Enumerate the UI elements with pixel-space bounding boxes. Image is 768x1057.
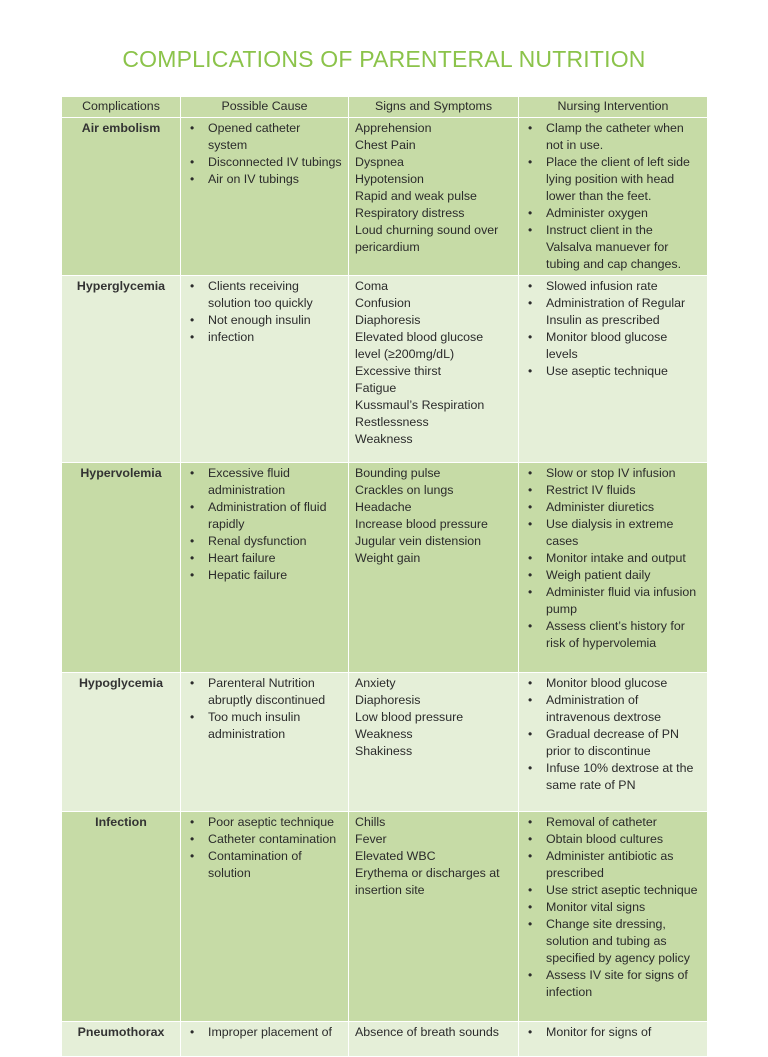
list-item: • Restrict IV fluids (546, 482, 701, 499)
list-item: • infection (208, 329, 342, 346)
signs-cell (349, 673, 519, 812)
cause-cell (181, 673, 349, 812)
list-item: Respiratory distress (355, 206, 465, 220)
intervention-cell (519, 673, 708, 812)
list-item: • Infuse 10% dextrose at the same rate of PN (546, 760, 701, 794)
list-item: Diaphoresis (355, 313, 421, 327)
list-item: • Administer diuretics (546, 499, 701, 516)
list-item: • Monitor vital signs (546, 899, 701, 916)
list-item: • Place the client of left side lying position with head lower than the feet. (546, 154, 701, 205)
list-item: Dyspnea (355, 155, 404, 169)
list-item: • Disconnected IV tubings (208, 154, 342, 171)
table-row (62, 812, 708, 1022)
list-item: • Use strict aseptic technique (546, 882, 701, 899)
list-item: Crackles on lungs (355, 483, 454, 497)
list-item: • Clients receiving solution too quickly (208, 278, 342, 312)
bullet-list (187, 814, 342, 882)
list-item: • Improper placement of (208, 1024, 342, 1041)
intervention-cell (519, 118, 708, 276)
list-item: Elevated blood glucose level (≥200mg/dL) (355, 330, 484, 361)
list-item: • Administration of intravenous dextrose (546, 692, 701, 726)
cause-cell (181, 276, 349, 463)
header-signs-symptoms: Signs and Symptoms (349, 97, 519, 118)
signs-cell (349, 463, 519, 673)
cause-cell (181, 463, 349, 673)
list-item: Bounding pulse (355, 466, 441, 480)
list-item: Excessive thirst (355, 364, 442, 378)
bullet-list (525, 675, 701, 794)
list-item: Loud churning sound over pericardium (355, 223, 499, 254)
complications-table (61, 96, 708, 1057)
list-item: • Change site dressing, solution and tubing as specified by agency policy (546, 916, 701, 967)
list-item: Absence of breath sounds (355, 1025, 499, 1039)
list-item: Coma (355, 279, 389, 293)
list-item: Increase blood pressure (355, 517, 488, 531)
intervention-cell (519, 276, 708, 463)
list-item: Weakness (355, 432, 413, 446)
page-title: COMPLICATIONS OF PARENTERAL NUTRITION (122, 46, 646, 72)
list-item: • Monitor blood glucose (546, 675, 701, 692)
cause-cell (181, 1022, 349, 1057)
list-item: Chills (355, 815, 386, 829)
bullet-list (525, 465, 701, 652)
complication-cell: Hypervolemia (62, 463, 181, 673)
list-item: Weight gain (355, 551, 421, 565)
complication-cell: Infection (62, 812, 181, 1022)
bullet-list (525, 120, 701, 273)
header-nursing-intervention: Nursing Intervention (519, 97, 708, 118)
list-item: Apprehension (355, 121, 432, 135)
list-item: • Contamination of solution (208, 848, 342, 882)
list-item: • Catheter contamination (208, 831, 342, 848)
list-item: Jugular vein distension (355, 534, 482, 548)
list-item: • Assess IV site for signs of infection (546, 967, 701, 1001)
list-item: Elevated WBC (355, 849, 436, 863)
list-item: • Instruct client in the Valsalva manuever for tubing and cap changes. (546, 222, 701, 273)
list-item: • Renal dysfunction (208, 533, 342, 550)
signs-cell (349, 812, 519, 1022)
list-item: • Hepatic failure (208, 567, 342, 584)
list-item: Confusion (355, 296, 411, 310)
complication-cell: Pneumothorax (62, 1022, 181, 1057)
table-row (62, 276, 708, 463)
list-item: Diaphoresis (355, 693, 421, 707)
list-item: • Administer antibiotic as prescribed (546, 848, 701, 882)
list-item: • Not enough insulin (208, 312, 342, 329)
table-row (62, 118, 708, 276)
intervention-cell (519, 1022, 708, 1057)
cause-cell (181, 812, 349, 1022)
list-item: Low blood pressure (355, 710, 464, 724)
complication-cell: Hypoglycemia (62, 673, 181, 812)
list-item: • Clamp the catheter when not in use. (546, 120, 701, 154)
list-item: • Monitor intake and output (546, 550, 701, 567)
list-item: • Use dialysis in extreme cases (546, 516, 701, 550)
list-item: • Excessive fluid administration (208, 465, 342, 499)
list-item: Hypotension (355, 172, 424, 186)
list-item: • Monitor blood glucose levels (546, 329, 701, 363)
list-item: Fatigue (355, 381, 397, 395)
table-row (62, 1022, 708, 1057)
list-item: Kussmaul’s Respiration (355, 398, 485, 412)
list-item: • Administration of fluid rapidly (208, 499, 342, 533)
list-item: • Obtain blood cultures (546, 831, 701, 848)
complication-cell: Air embolism (62, 118, 181, 276)
cause-cell (181, 118, 349, 276)
list-item: • Administration of Regular Insulin as prescribed (546, 295, 701, 329)
signs-cell (349, 118, 519, 276)
list-item: • Removal of catheter (546, 814, 701, 831)
table-row (62, 673, 708, 812)
bullet-list (187, 278, 342, 346)
bullet-list (525, 814, 701, 1001)
table-row (62, 463, 708, 673)
intervention-cell (519, 812, 708, 1022)
list-item: Weakness (355, 727, 413, 741)
bullet-list (187, 465, 342, 584)
list-item: • Air on IV tubings (208, 171, 342, 188)
list-item: Chest Pain (355, 138, 416, 152)
list-item: • Administer fluid via infusion pump (546, 584, 701, 618)
signs-cell (349, 1022, 519, 1057)
list-item: • Assess client’s history for risk of hypervolemia (546, 618, 701, 652)
list-item: • Opened catheter system (208, 120, 342, 154)
list-item: Fever (355, 832, 387, 846)
list-item: Headache (355, 500, 412, 514)
list-item: • Gradual decrease of PN prior to discontinue (546, 726, 701, 760)
list-item: • Poor aseptic technique (208, 814, 342, 831)
list-item: • Heart failure (208, 550, 342, 567)
list-item: • Weigh patient daily (546, 567, 701, 584)
header-row (62, 97, 708, 118)
list-item: • Too much insulin administration (208, 709, 342, 743)
list-item: • Administer oxygen (546, 205, 701, 222)
list-item: Rapid and weak pulse (355, 189, 477, 203)
list-item: Anxiety (355, 676, 396, 690)
bullet-list (187, 1024, 342, 1041)
signs-cell (349, 276, 519, 463)
list-item: Erythema or discharges at insertion site (355, 866, 500, 897)
list-item: • Monitor for signs of (546, 1024, 701, 1041)
bullet-list (187, 120, 342, 188)
list-item: Shakiness (355, 744, 413, 758)
list-item: • Slowed infusion rate (546, 278, 701, 295)
header-possible-cause: Possible Cause (181, 97, 349, 118)
bullet-list (525, 1024, 701, 1041)
complication-cell: Hyperglycemia (62, 276, 181, 463)
header-complications: Complications (62, 97, 181, 118)
list-item: • Parenteral Nutrition abruptly discontinued (208, 675, 342, 709)
bullet-list (187, 675, 342, 743)
list-item: • Use aseptic technique (546, 363, 701, 380)
bullet-list (525, 278, 701, 380)
list-item: • Slow or stop IV infusion (546, 465, 701, 482)
list-item: Restlessness (355, 415, 429, 429)
intervention-cell (519, 463, 708, 673)
